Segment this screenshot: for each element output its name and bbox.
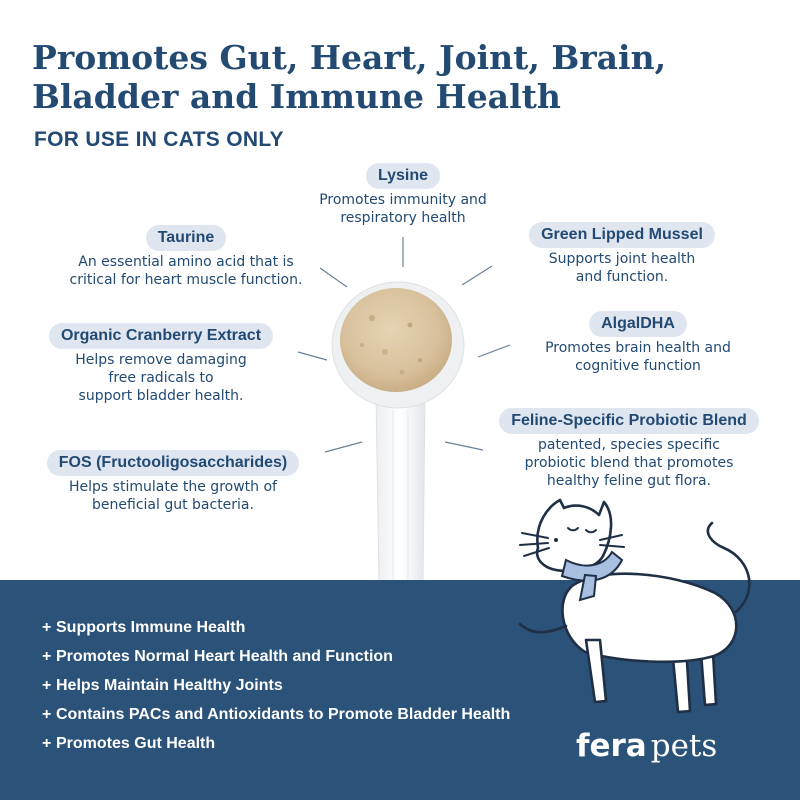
ingredient-label: Green Lipped Mussel — [529, 222, 715, 248]
ingredient-description: Helps stimulate the growth of beneficial gut bacteria. — [69, 479, 277, 513]
headline-line-2: Bladder and Immune Health — [32, 77, 561, 116]
ingredient-description: Supports joint health and function. — [548, 251, 696, 285]
ingredient-description: Promotes brain health and cognitive function — [545, 340, 731, 374]
ingredient-label: Lysine — [366, 163, 440, 189]
benefit-item: + Promotes Gut Health — [42, 735, 216, 752]
benefit-item: + Supports Immune Health — [42, 619, 246, 636]
ingredient-description: patented, species specific probiotic blend that promotes healthy feline gut flora. — [524, 437, 734, 489]
benefit-item: + Contains PACs and Antioxidants to Promote Bladder Health — [42, 706, 511, 723]
benefit-item: + Promotes Normal Heart Health and Function — [42, 648, 393, 665]
ingredient-description: Promotes immunity and respiratory health — [319, 192, 487, 226]
cat-nose — [554, 538, 558, 542]
ingredient-label: Organic Cranberry Extract — [49, 323, 273, 349]
cat-leg-front-raised — [520, 624, 566, 632]
brand-logo — [576, 728, 717, 764]
subheadline: FOR USE IN CATS ONLY — [34, 128, 284, 151]
ingredient-label: AlgalDHA — [589, 311, 687, 337]
ingredient-description: An essential amino acid that is critical for heart muscle function. — [69, 254, 303, 288]
ingredient-label: FOS (Fructooligosaccharides) — [47, 450, 299, 476]
ingredient-label: Feline-Specific Probiotic Blend — [499, 408, 759, 434]
brand-logo-thin: pets — [650, 728, 718, 764]
brand-logo-bold: fera — [576, 728, 647, 764]
cat-head — [537, 500, 611, 571]
headline-line-1: Promotes Gut, Heart, Joint, Brain, — [32, 38, 667, 77]
ingredient-label: Taurine — [146, 225, 227, 251]
ingredient-description: Helps remove damaging free radicals to support bladder health. — [75, 352, 247, 404]
benefit-item: + Helps Maintain Healthy Joints — [42, 677, 283, 694]
